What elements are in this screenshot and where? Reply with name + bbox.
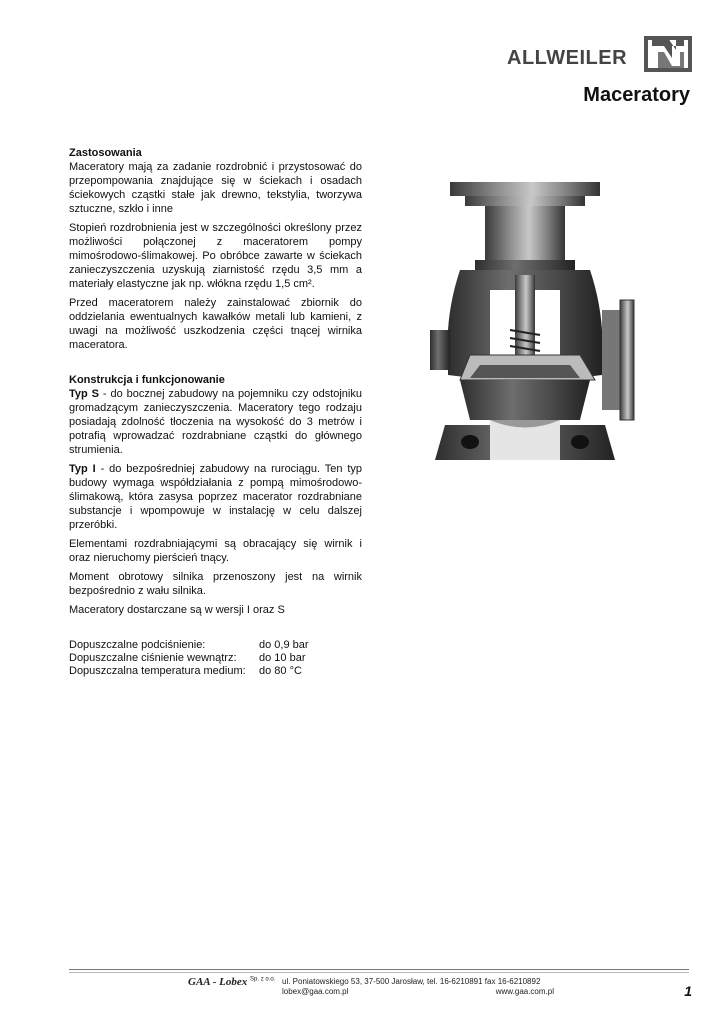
footer-website[interactable]: www.gaa.com.pl	[495, 987, 554, 996]
paragraph-type-i	[69, 462, 362, 532]
footer-address: ul. Poniatowskiego 53, 37-500 Jarosław, tel. 16-6210891 fax 16-6210892	[282, 977, 541, 986]
footer-company	[188, 976, 275, 988]
spec-value: do 0,9 bar	[259, 639, 309, 651]
paragraph: Maceratory mają za zadanie rozdrobnić i przystosować do przepompowania znajdujące się w ściekach i osadach ściekowych cząstki stałe jak drewno, tekstylia, tworzywa sztuczne, szkło i inne	[69, 161, 362, 215]
spec-value: do 10 bar	[259, 652, 306, 664]
section-construction	[69, 373, 362, 617]
specs-table	[69, 639, 362, 678]
type-s-text: - do bocznej zabudowy na pojemniku czy odstojniku gromadzącym zanieczyszczenia. Maceratory tego rodzaju posiadają zdolność tłoczenia na wysokość do 3 metrów i potrafią wprowadzać rozdrabniane cząstki do głównego strumienia.	[69, 388, 362, 456]
macerator-cutaway-image	[430, 180, 650, 470]
allweiler-logo-icon	[644, 28, 692, 72]
spec-row	[69, 639, 362, 652]
spec-label: Dopuszczalne ciśnienie wewnątrz:	[69, 652, 237, 664]
paragraph: Maceratory dostarczane są w wersji I oraz S	[69, 604, 285, 616]
paragraph: Elementami rozdrabniającymi są obracający się wirnik i oraz nieruchomy pierścień tnący.	[69, 538, 362, 564]
footer-divider	[69, 969, 689, 970]
section-heading-construction: Konstrukcja i funkcjonowanie	[69, 374, 225, 386]
section-heading-applications: Zastosowania	[69, 147, 142, 159]
main-text-column	[69, 146, 362, 678]
footer-divider	[69, 972, 689, 973]
paragraph-type-s	[69, 387, 362, 457]
type-i-text: - do bezpośredniej zabudowy na rurociągu. Ten typ budowy wymaga współdziałania z pompą mimośrodowo-ślimakową, która zasysa poprzez macerator rozdrabniane substancje i wpompowuje w instalację w celu dalszej przeróbki.	[69, 463, 363, 531]
paragraph: Moment obrotowy silnika przenoszony jest na wirnik bezpośrednio z wału silnika.	[69, 571, 362, 597]
type-i-label: Typ I	[69, 463, 96, 475]
footer-email[interactable]: lobex@gaa.com.pl	[282, 987, 349, 996]
brand-name: ALLWEILER	[507, 47, 628, 69]
allweiler-logo	[505, 26, 693, 74]
spec-row	[69, 665, 362, 678]
page-title: Maceratory	[583, 84, 690, 106]
company-suffix: Sp. z o.o.	[250, 976, 276, 983]
paragraph: Stopień rozdrobnienia jest w szczególności określony przez możliwości połączonej z maceratorem pompy mimośrodowo-ślimakowej. Po obróbce zawarte w ściekach zanieczyszczenia uzyskują ziarnistość rzędu 3,5 mm a materiały elastyczne jak np. włókna rzędu 1,5 cm².	[69, 222, 362, 290]
spec-row	[69, 652, 362, 665]
spec-value: do 80 °C	[259, 665, 302, 677]
spec-label: Dopuszczalne podciśnienie:	[69, 639, 206, 651]
company-name: GAA - Lobex	[188, 976, 248, 988]
spec-label: Dopuszczalna temperatura medium:	[69, 665, 246, 677]
page-number: 1	[684, 983, 692, 999]
paragraph: Przed maceratorem należy zainstalować zbiornik do oddzielania ewentualnych kawałków metali lub kamieni, z uwagi na możliwość uszkodzenia części tnącej wirnika maceratora.	[69, 297, 362, 351]
type-s-label: Typ S	[69, 388, 99, 400]
